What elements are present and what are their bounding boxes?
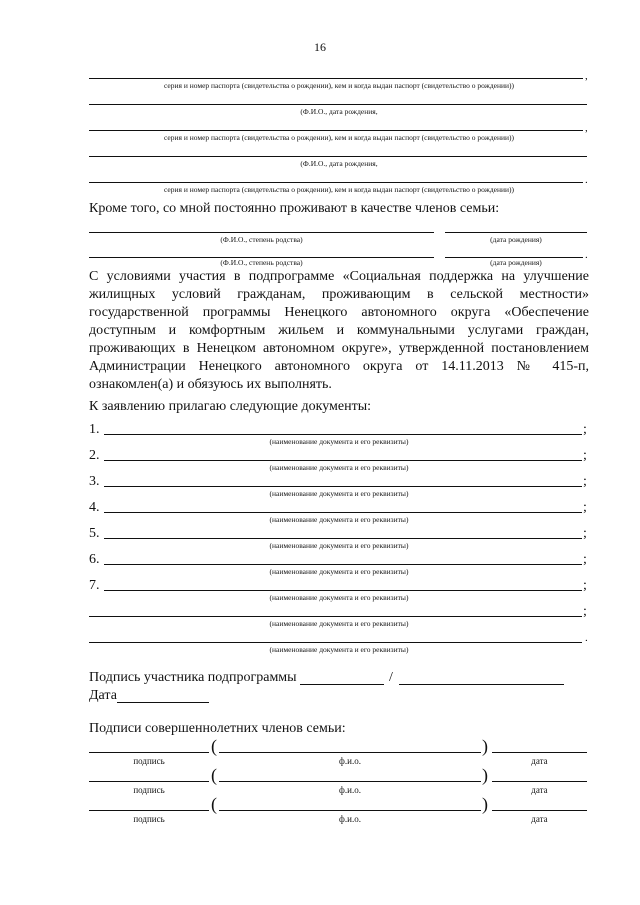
date-col-label: дата	[531, 785, 548, 795]
document-caption: (наименование документа и его реквизиты)	[269, 567, 409, 576]
document-line-5[interactable]	[104, 538, 582, 539]
adult-signature-line-3[interactable]	[89, 810, 209, 811]
passport-line-1[interactable]	[89, 78, 583, 79]
doc-number: 3.	[89, 474, 100, 489]
adult-signature-line-1[interactable]	[89, 752, 209, 753]
doc-number: 6.	[89, 552, 100, 567]
passport-line-3[interactable]	[89, 182, 583, 183]
document-caption: (наименование документа и его реквизиты)	[269, 437, 409, 446]
document-caption: (наименование документа и его реквизиты)	[269, 645, 409, 654]
document-caption: (наименование документа и его реквизиты)	[269, 489, 409, 498]
period-mark: .	[585, 174, 588, 186]
document-caption: (наименование документа и его реквизиты)	[269, 619, 409, 628]
fio-relation-caption: (Ф.И.О., степень родства)	[220, 258, 303, 267]
date-col-label: дата	[531, 756, 548, 766]
participant-signature-line[interactable]	[300, 684, 384, 685]
fio-line-2[interactable]	[89, 156, 587, 157]
birth-date-caption: (дата рождения)	[490, 235, 542, 244]
close-paren-mark: )	[482, 736, 488, 756]
document-caption: (наименование документа и его реквизиты)	[269, 541, 409, 550]
doc-number: 5.	[89, 526, 100, 541]
birth-date-caption: (дата рождения)	[490, 258, 542, 267]
semicolon-mark: ;	[583, 526, 587, 541]
adult-fio-line-1[interactable]	[219, 752, 481, 753]
fio-birth-caption: (Ф.И.О., дата рождения,	[300, 159, 378, 168]
documents-heading: К заявлению прилагаю следующие документы:	[89, 399, 372, 414]
adult-date-line-2[interactable]	[492, 781, 587, 782]
period-mark: .	[585, 249, 588, 261]
slash-mark: /	[389, 670, 393, 685]
adult-date-line-1[interactable]	[492, 752, 587, 753]
comma-mark: ,	[585, 122, 588, 134]
signature-label: подпись	[133, 814, 165, 824]
family-fio-line-1[interactable]	[89, 232, 434, 233]
participant-name-line[interactable]	[399, 684, 564, 685]
document-caption: (наименование документа и его реквизиты)	[269, 515, 409, 524]
doc-number: 7.	[89, 578, 100, 593]
doc-number: 1.	[89, 422, 100, 437]
adult-fio-line-3[interactable]	[219, 810, 481, 811]
adult-signatures-heading: Подписи совершеннолетних членов семьи:	[89, 721, 346, 736]
semicolon-mark: ;	[583, 552, 587, 567]
doc-number: 4.	[89, 500, 100, 515]
passport-caption: серия и номер паспорта (свидетельства о рождении), кем и когда выдан паспорт (свидетельство о рождении))	[163, 133, 514, 142]
fio-label: ф.и.о.	[339, 756, 361, 766]
fio-birth-caption: (Ф.И.О., дата рождения,	[300, 107, 378, 116]
passport-caption: серия и номер паспорта (свидетельства о рождении), кем и когда выдан паспорт (свидетельство о рождении))	[163, 81, 514, 90]
close-paren-mark: )	[482, 765, 488, 785]
participant-date-line[interactable]	[117, 702, 209, 703]
semicolon-mark: ;	[583, 604, 587, 619]
document-line-9[interactable]	[89, 642, 582, 643]
doc-number: 2.	[89, 448, 100, 463]
document-line-4[interactable]	[104, 512, 582, 513]
fio-label: ф.и.о.	[339, 814, 361, 824]
document-line-1[interactable]	[104, 434, 582, 435]
document-line-7[interactable]	[104, 590, 582, 591]
fio-label: ф.и.о.	[339, 785, 361, 795]
date-col-label: дата	[531, 814, 548, 824]
adult-fio-line-2[interactable]	[219, 781, 481, 782]
open-paren-mark: (	[211, 765, 217, 785]
document-caption: (наименование документа и его реквизиты)	[269, 463, 409, 472]
semicolon-mark: ;	[583, 422, 587, 437]
comma-mark: ,	[585, 70, 588, 82]
family-heading: Кроме того, со мной постоянно проживают в качестве членов семьи:	[89, 201, 500, 216]
adult-date-line-3[interactable]	[492, 810, 587, 811]
semicolon-mark: ;	[583, 500, 587, 515]
signature-label: подпись	[133, 785, 165, 795]
open-paren-mark: (	[211, 736, 217, 756]
passport-caption: серия и номер паспорта (свидетельства о рождении), кем и когда выдан паспорт (свидетельство о рождении))	[163, 185, 514, 194]
date-label: Дата	[89, 688, 117, 703]
participant-signature-label: Подпись участника подпрограммы	[89, 670, 297, 685]
close-paren-mark: )	[482, 794, 488, 814]
semicolon-mark: ;	[583, 578, 587, 593]
document-line-2[interactable]	[104, 460, 582, 461]
passport-line-2[interactable]	[89, 130, 583, 131]
document-caption: (наименование документа и его реквизиты)	[269, 593, 409, 602]
period-mark: .	[585, 632, 588, 644]
semicolon-mark: ;	[583, 474, 587, 489]
open-paren-mark: (	[211, 794, 217, 814]
conditions-paragraph: С условиями участия в подпрограмме «Социальная поддержка на улучшение жилищных условий гражданам, проживающим в сельской местности» государственной программы Ненецкого автономного округа «Обеспечение доступным и комфортным жильем и коммунальными услугами граждан, проживающих в Ненецком автономном округе», утвержденной постановлением Администрации Ненецкого автономного округа от 14.11.2013 № 415-п, ознакомлен(а) и обязуюсь их выполнять.	[89, 269, 589, 392]
fio-line-1[interactable]	[89, 104, 587, 105]
fio-relation-caption: (Ф.И.О., степень родства)	[220, 235, 303, 244]
document-line-3[interactable]	[104, 486, 582, 487]
page-number: 16	[314, 40, 326, 54]
signature-label: подпись	[133, 756, 165, 766]
family-birth-line-1[interactable]	[445, 232, 587, 233]
document-line-8[interactable]	[89, 616, 582, 617]
document-line-6[interactable]	[104, 564, 582, 565]
semicolon-mark: ;	[583, 448, 587, 463]
adult-signature-line-2[interactable]	[89, 781, 209, 782]
